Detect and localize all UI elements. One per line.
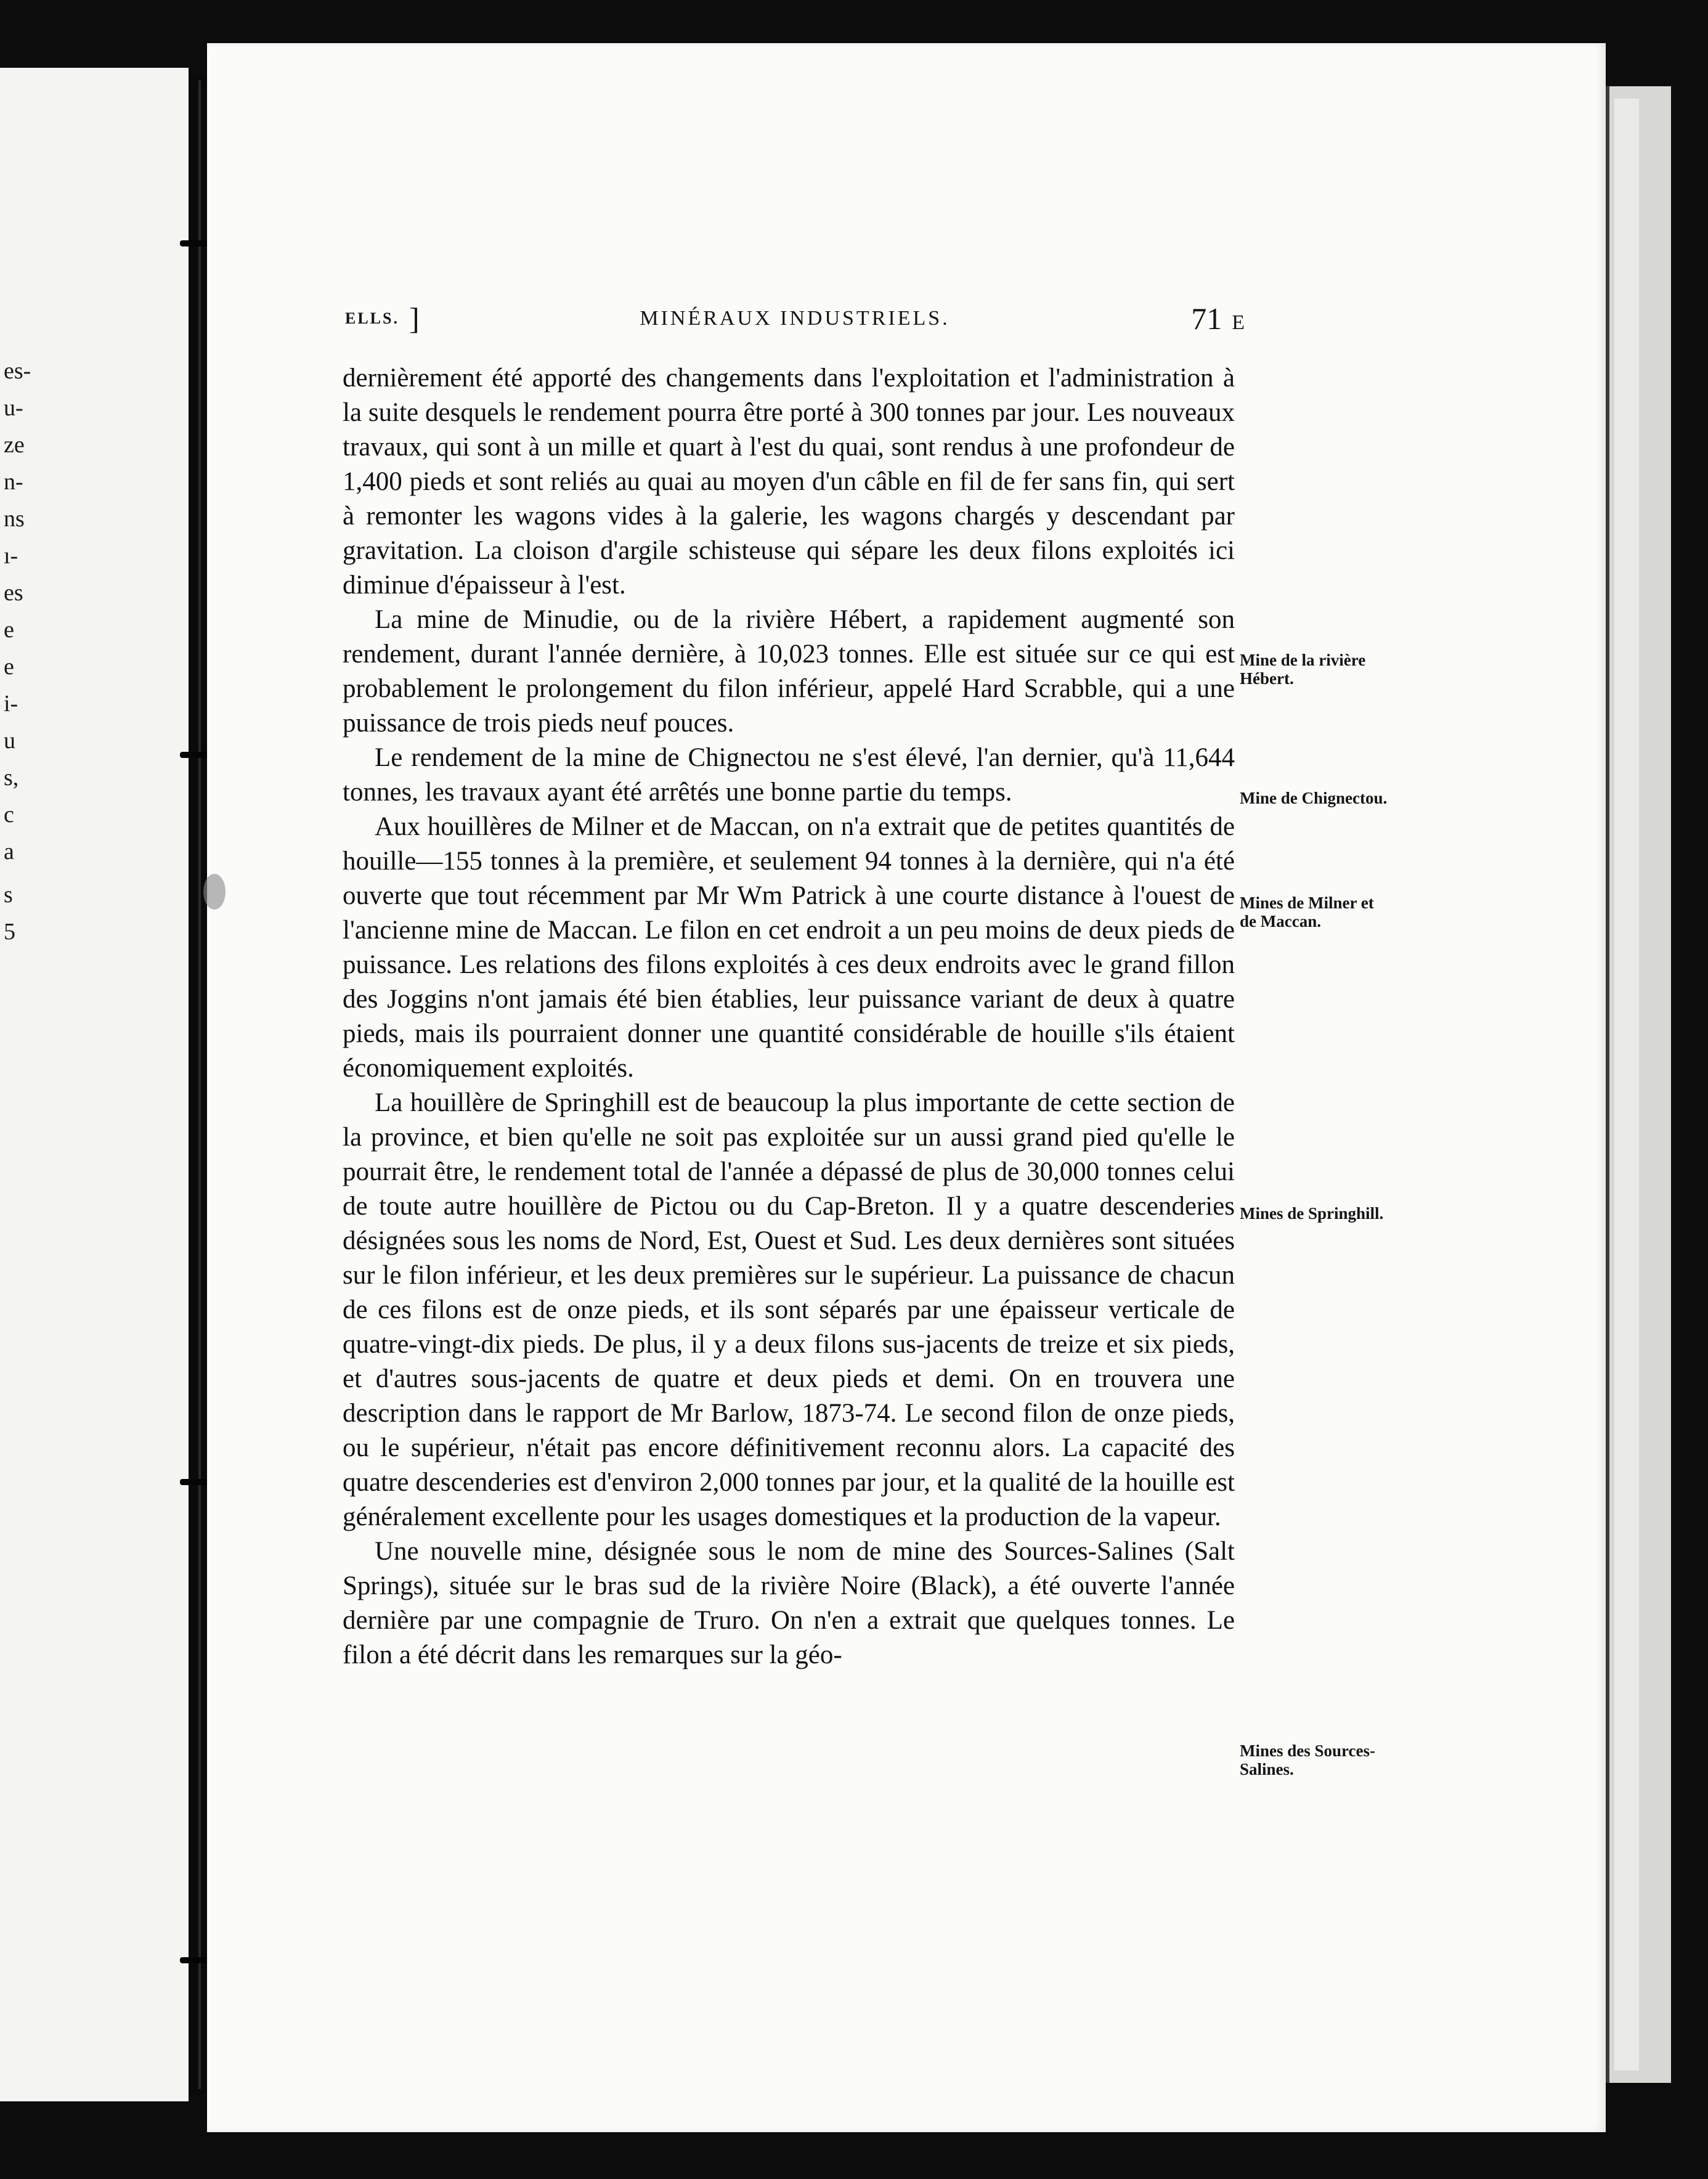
header-bracket: ]	[409, 301, 420, 336]
left-fragment: c	[4, 802, 14, 828]
paragraph: Aux houillères de Milner et de Maccan, on n'a extrait que de petites quantités de houille—155 tonnes à la première, et seulement 94 tonnes à la dernière, qui n'a été ouverte que tout récemment par Mr Wm Patrick à une courte distance à l'ouest de l'ancienne mine de Maccan. Le filon en cet endroit a un peu moins de deux pieds de puissance. Les relations des filons exploités à ces deux endroits avec le grand fillon des Joggins n'ont jamais été bien établies, leur puissance variant de deux à quatre pieds, mais ils pourraient donner une quantité considérable de houille s'ils étaient économiquement exploités.	[343, 812, 1235, 1083]
body-text	[343, 361, 1235, 1672]
paragraph: Le rendement de la mine de Chignectou ne s'est élevé, l'an dernier, qu'à 11,644 tonnes, les travaux ayant été arrêtés une bonne partie du temps.	[343, 743, 1235, 807]
paragraph: Une nouvelle mine, désignée sous le nom de mine des Sources-Salines (Salt Springs), située sur le bras sud de la rivière Noire (Black), a été ouverte l'année dernière par une compagnie de Truro. On n'en a extrait que quelques tonnes. Le filon a été décrit dans les remarques sur la géo-	[343, 1537, 1235, 1669]
stitch-mark	[180, 1479, 211, 1485]
spine-line	[198, 80, 201, 2089]
margin-note-milner-maccan: Mines de Milner et de Maccan.	[1240, 894, 1374, 931]
left-fragment: ze	[4, 432, 25, 458]
page-number	[1191, 301, 1245, 336]
page-stack-edge-inner	[1614, 99, 1639, 2071]
margin-note-springhill: Mines de Springhill.	[1240, 1204, 1384, 1223]
left-fragment: e	[4, 654, 14, 680]
margin-note-chignectou: Mine de Chignectou.	[1240, 789, 1388, 807]
paragraph: La houillère de Springhill est de beaucoup la plus importante de cette section de la province, et bien qu'elle ne soit pas exploitée sur un aussi grand pied qu'elle le pourrait être, le rendement total de l'année a dépassé de plus de 30,000 tonnes celui de toute autre houillère de Pictou ou du Cap-Breton. Il y a quatre descenderies désignées sous les noms de Nord, Est, Ouest et Sud. Les deux dernières sont situées sur le filon inférieur, et les deux premières sur le supérieur. La puissance de chacun de ces filons est de onze pieds, et ils sont séparés par une épaisseur verticale de quatre-vingt-dix pieds. De plus, il y a deux filons sus-jacents de treize et six pieds, et d'autres sous-jacents de quatre et deux pieds et demi. On en trouvera une description dans le rapport de Mr Barlow, 1873-74. Le second filon de onze pieds, ou le supérieur, n'était pas encore définitivement reconnu alors. La capacité des quatre descenderies est d'environ 2,000 tonnes par jour, et la qualité de la houille est généralement excellente pour les usages domestiques et la production de la vapeur.	[343, 1088, 1235, 1531]
left-fragment: u-	[4, 395, 23, 421]
left-fragment: i-	[4, 691, 18, 717]
stitch-mark	[180, 240, 211, 246]
margin-note-hebert: Mine de la rivière Hébert.	[1240, 651, 1366, 688]
left-fragment: n-	[4, 469, 23, 495]
left-page-edge	[0, 68, 189, 2101]
book-spine	[189, 74, 207, 2095]
ink-smudge	[203, 874, 226, 910]
left-fragment: ı-	[4, 543, 18, 569]
page-number-suffix: E	[1232, 311, 1245, 334]
margin-note-sources-salines: Mines des Sources-Salines.	[1240, 1741, 1375, 1778]
header-title: MINÉRAUX INDUSTRIELS.	[640, 307, 950, 330]
left-fragment: u	[4, 728, 15, 754]
header-left-label: ELLS.	[345, 309, 399, 327]
left-fragment: ns	[4, 506, 25, 532]
page-number-value: 71	[1191, 301, 1222, 336]
left-fragment: s	[4, 882, 13, 908]
left-fragment: es	[4, 580, 23, 606]
left-fragment: e	[4, 617, 14, 643]
left-fragment: s,	[4, 765, 19, 791]
stitch-mark	[180, 1957, 211, 1963]
left-fragment: 5	[4, 919, 15, 945]
left-fragment: es-	[4, 358, 31, 384]
stitch-mark	[180, 752, 211, 758]
running-header	[345, 301, 1245, 338]
paragraph: La mine de Minudie, ou de la rivière Hébert, a rapidement augmenté son rendement, durant l'année dernière, à 10,023 tonnes. Elle est située sur ce qui est probablement le prolongement du filon inférieur, appelé Hard Scrabble, qui a une puissance de trois pieds neuf pouces.	[343, 605, 1235, 738]
paragraph: dernièrement été apporté des changements dans l'exploitation et l'administration à la suite desquels le rendement pourra être porté à 300 tonnes par jour. Les nouveaux travaux, qui sont à un mille et quart à l'est du quai, sont rendus à une profondeur de 1,400 pieds et sont reliés au quai au moyen d'un câble en fil de fer sans fin, qui sert à remonter les wagons vides à la galerie, les wagons chargés y descendant par gravitation. La cloison d'argile schisteuse qui sépare les deux filons exploités ici diminue d'épaisseur à l'est.	[343, 364, 1235, 600]
left-fragment: a	[4, 839, 14, 865]
